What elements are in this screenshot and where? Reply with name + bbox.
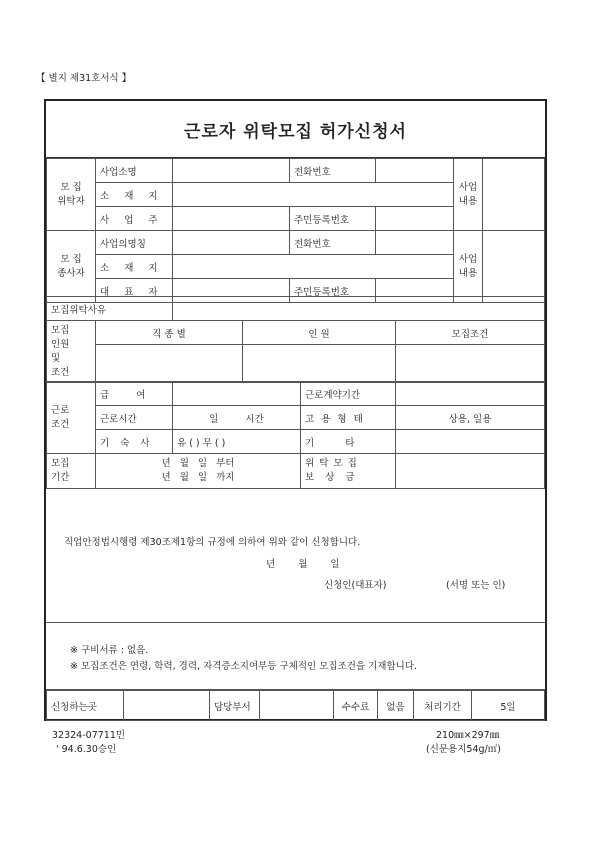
entruster-resident-no-label: 주민등록번호 [290, 207, 376, 231]
reason-field[interactable] [173, 297, 545, 321]
entruster-business-name-field[interactable] [173, 159, 290, 183]
processing-label: 처리기간 [414, 691, 472, 721]
recruitment-section-label: 모집 인원 및 조건 [47, 321, 96, 383]
entruster-phone-label: 전화번호 [290, 159, 376, 183]
contract-period-field[interactable] [396, 382, 545, 406]
entruster-owner-label: 사 업 주 [96, 207, 173, 231]
recruiter-address-field[interactable] [173, 255, 454, 279]
period-to: 년 월 일 까지 [161, 472, 235, 483]
processing-value: 5일 [472, 691, 545, 721]
footer-form-code: 32324-07711민 [52, 730, 126, 741]
hours-label: 근로시간 [96, 406, 173, 430]
recruitment-table [46, 296, 545, 383]
period-section-label: 모집 기간 [47, 454, 96, 489]
other-field[interactable] [396, 430, 545, 454]
recruiter-phone-field[interactable] [376, 231, 454, 255]
recruiter-resident-no-label: 주민등록번호 [290, 279, 376, 303]
processing-table [46, 690, 545, 721]
entruster-owner-field[interactable] [173, 207, 290, 231]
recruiter-business-name-label: 사업의명칭 [96, 231, 173, 255]
entruster-business-name-label: 사업소명 [96, 159, 173, 183]
entruster-section-label: 모 집 위탁자 [47, 159, 96, 231]
job-type-header: 직 종 별 [96, 321, 243, 345]
footer-approval-date: ' 94.6.30승인 [56, 744, 117, 755]
application-form [44, 99, 547, 721]
entruster-address-field[interactable] [173, 183, 454, 207]
employment-type-value[interactable]: 상용, 일용 [396, 406, 545, 430]
recruiter-section-label: 모 집 종사자 [47, 231, 96, 303]
party-table [46, 158, 545, 303]
recruiter-business-name-field[interactable] [173, 231, 290, 255]
dormitory-label: 기 숙 사 [96, 430, 173, 454]
recruiter-phone-label: 전화번호 [290, 231, 376, 255]
headcount-header: 인 원 [243, 321, 396, 345]
notes-area [46, 623, 545, 690]
employment-type-label: 고 용 형 태 [301, 406, 396, 430]
entruster-business-content-field[interactable] [483, 159, 545, 231]
conditions-field[interactable] [396, 345, 545, 383]
department-label: 담당부서 [210, 691, 260, 721]
reason-label: 모집위탁사유 [47, 297, 173, 321]
period-from: 년 월 일 부터 [161, 458, 235, 469]
submit-to-label: 신청하는곳 [47, 691, 124, 721]
hours-value[interactable]: 일 시간 [173, 406, 301, 430]
headcount-field[interactable] [243, 345, 396, 383]
job-type-field[interactable] [96, 345, 243, 383]
work-section-label: 근로 조건 [47, 382, 96, 454]
entruster-resident-no-field[interactable] [376, 207, 454, 231]
declaration-area [46, 498, 545, 623]
wage-label: 급 여 [96, 382, 173, 406]
recruiter-address-label: 소 재 지 [96, 255, 173, 279]
note-documents: ※ 구비서류 : 없음. [70, 645, 149, 656]
recruiter-business-content-label: 사업 내용 [454, 231, 483, 303]
period-dates[interactable] [96, 454, 301, 489]
note-conditions: ※ 모집조건은 연령, 학력, 경력, 자격증소지여부등 구체적인 모집조건을 기재합니다. [70, 661, 418, 672]
declaration-text: 직업안정법시행령 제30조제1항의 규정에 의하여 위와 같이 신청합니다. [64, 537, 361, 548]
entruster-business-content-label: 사업 내용 [454, 159, 483, 231]
compensation-field[interactable] [396, 454, 545, 489]
signature-label[interactable]: (서명 또는 인) [446, 580, 506, 591]
fee-label: 수수료 [334, 691, 378, 721]
dormitory-value[interactable]: 유 ( ) 무 ( ) [173, 430, 301, 454]
commission-compensation-label: 위 탁 모 집 보 상 금 [301, 454, 396, 489]
form-number-tag: 【 별지 제31호서식 】 [36, 73, 132, 84]
title-area [46, 101, 545, 158]
wage-field[interactable] [173, 382, 301, 406]
submit-to-field[interactable] [124, 691, 210, 721]
applicant-label: 신청인(대표자) [324, 580, 387, 591]
fee-value: 없음 [378, 691, 414, 721]
footer-paper-size: 210㎜×297㎜ [436, 730, 500, 741]
date-line[interactable]: 년 월 일 [266, 559, 340, 570]
entruster-phone-field[interactable] [376, 159, 454, 183]
other-label: 기 타 [301, 430, 396, 454]
work-conditions-table [46, 381, 545, 489]
entruster-address-label: 소 재 지 [96, 183, 173, 207]
conditions-header: 모집조건 [396, 321, 545, 345]
recruiter-rep-label: 대 표 자 [96, 279, 173, 303]
department-field[interactable] [260, 691, 334, 721]
recruiter-business-content-field[interactable] [483, 231, 545, 303]
contract-period-label: 근로계약기간 [301, 382, 396, 406]
form-title: 근로자 위탁모집 허가신청서 [184, 121, 407, 142]
footer-paper-type: (신문용지54g/㎡) [426, 744, 501, 755]
